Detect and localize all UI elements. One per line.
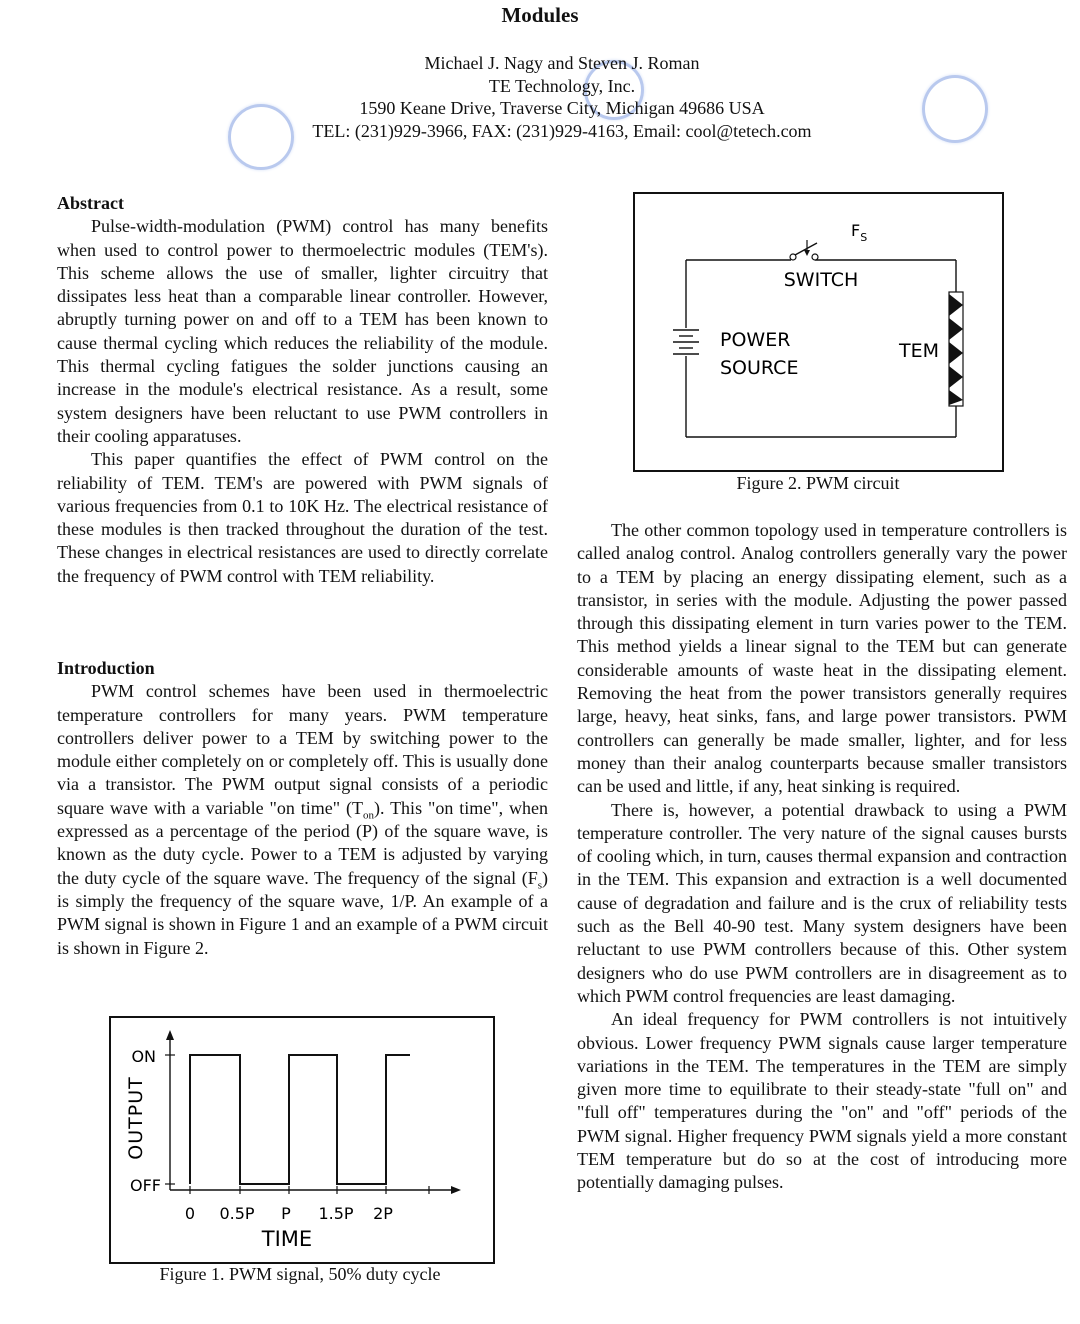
source-label: SOURCE bbox=[720, 357, 799, 379]
off-label: OFF bbox=[130, 1176, 161, 1195]
tem-module-symbol bbox=[949, 292, 963, 406]
figure-2 bbox=[633, 192, 1004, 472]
intro-text-c: ) is simply the frequency of the square wave, 1/P. An example of a PWM signal is shown in Figure 1 and an example of a PWM circuit is shown in Figure 2. bbox=[57, 867, 548, 958]
author-company: TE Technology, Inc. bbox=[488, 75, 636, 96]
pwm-signal-diagram bbox=[111, 1018, 493, 1262]
introduction-paragraph-1 bbox=[57, 680, 548, 960]
author-contact: TEL: (231)929-3966, FAX: (231)929-4163, Email: cool@tetech.com bbox=[312, 120, 812, 141]
abstract-paragraph-2: This paper quantifies the effect of PWM control on the reliability of TEM. TEM's are powered with PWM signals of various frequencies from 0.1 to 10K Hz. The electrical resistance of these modules is then tracked throughout the duration of the test. These changes in electrical resistances are used to directly correlate the frequency of PWM control with TEM reliability. bbox=[57, 449, 548, 586]
abstract-paragraph-1: Pulse-width-modulation (PWM) control has many benefits when used to control power to thermoelectric modules (TEM's). This scheme allows the use of smaller, lighter circuitry that dissipates less heat than a comparable linear controller. However, abruptly turning power on and off to a TEM has been known to cause thermal cycling which reduces the reliability of the module. This thermal cycling fatigues the solder junctions causing an increase in the module's electrical resistance. As a result, some system designers have been reluctant to use PWM controllers in their cooling apparatuses. bbox=[57, 216, 548, 446]
figure-1-caption: Figure 1. PWM signal, 50% duty cycle bbox=[159, 1264, 441, 1284]
x-tick-label: 1.5P bbox=[318, 1204, 354, 1223]
page-title: Modules bbox=[501, 3, 579, 27]
abstract-heading: Abstract bbox=[57, 193, 124, 213]
figure-1 bbox=[109, 1016, 495, 1264]
intro-text-a: PWM control schemes have been used in thermoelectric temperature controllers for many years. PWM temperature controllers deliver power to a TEM by switching power to the module either completely on or completely off. This is usually done via a transistor. The PWM output signal consists of a periodic square wave with a variable "on time" (T bbox=[57, 681, 548, 818]
x-axis-label: TIME bbox=[261, 1227, 313, 1251]
intro-sub-s: s bbox=[537, 879, 542, 892]
ideal-frequency-paragraph: An ideal frequency for PWM controllers is not intuitively obvious. Lower frequency PWM signals cause larger temperature variations in the TEM. The temperatures in the TEM are simply given more time to equilibrate to their steady-state "full on" and "full off" temperatures during the "on" and "off" periods of the PWM signal. Higher frequency PWM signals yield a more constant TEM temperature but do so at the cost of introducing more potentially damaging pulses. bbox=[577, 1009, 1067, 1193]
introduction-heading: Introduction bbox=[57, 658, 155, 678]
x-tick-label: 0 bbox=[184, 1204, 196, 1223]
author-names: Michael J. Nagy and Steven J. Roman bbox=[424, 53, 700, 73]
right-column-text bbox=[577, 519, 1067, 1195]
drawback-paragraph: There is, however, a potential drawback to using a PWM temperature controller. The very nature of the signal causes bursts of cooling which, in turn, causes thermal expansion and contraction in the TEM. This expansion and extraction is a well documented cause of degradation and failure and is the crux of reliability tests such as the Bell 40-90 test. Many system designers have been reluctant to use PWM controllers because of this. Other system designers who do use PWM controllers are in disagreement as to which PWM control frequencies are least damaging. bbox=[577, 799, 1067, 1006]
pwm-waveform bbox=[190, 1055, 410, 1184]
switch-label: SWITCH bbox=[783, 269, 859, 291]
fs-label: $F_S$ bbox=[851, 221, 868, 244]
intro-sub-on: on bbox=[362, 809, 374, 822]
figure-2-caption: Figure 2. PWM circuit bbox=[736, 473, 900, 493]
x-tick-label: 0.5P bbox=[219, 1204, 255, 1223]
author-address: 1590 Keane Drive, Traverse City, Michigan 49686 USA bbox=[359, 98, 765, 118]
power-label: POWER bbox=[720, 329, 791, 351]
switch-symbol bbox=[790, 240, 818, 260]
tem-label: TEM bbox=[899, 340, 940, 362]
battery-symbol bbox=[673, 330, 699, 354]
x-tick-label: 2P bbox=[373, 1204, 393, 1223]
pwm-circuit-diagram bbox=[635, 194, 1002, 470]
introduction-section bbox=[57, 657, 548, 960]
author-block bbox=[0, 52, 1080, 142]
abstract-section bbox=[57, 192, 548, 588]
analog-control-paragraph: The other common topology used in temperature controllers is called analog control. Analog controllers generally vary the power to a TEM by placing an energy dissipating element, such as a transistor, in series with the module. Adjusting the power passed through this dissipating element in turn varies power to the TEM. This method yields a linear signal to the TEM but can generate considerable amounts of waste heat in the dissipating element. Removing the heat from the power transistors generally requires large, heavy, heat sinks, fans, and large power transistors. PWM controllers can generally be made smaller, lighter, and for less money than their analog counterparts because smaller transistors can be used and little, if any, heat sinking is required. bbox=[577, 520, 1067, 797]
intro-text-b: ). This "on time", when expressed as a percentage of the period (P) of the square wave, is known as the duty cycle. Power to a TEM is adjusted by varying the duty cycle of the square wave. The frequency of the signal (F bbox=[57, 797, 548, 888]
y-axis-label: OUTPUT bbox=[125, 1076, 147, 1160]
on-label: ON bbox=[131, 1047, 156, 1066]
x-tick-label: P bbox=[281, 1204, 291, 1223]
